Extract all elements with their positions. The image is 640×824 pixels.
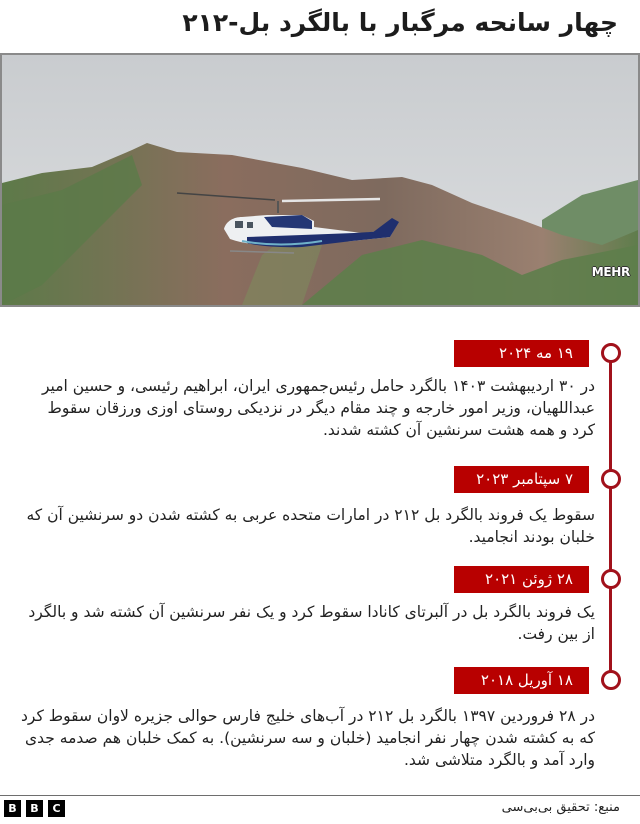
- event-description: سقوط یک فروند بالگرد بل ۲۱۲ در امارات متحده عربی به کشته شدن دو سرنشین آن که خلبان بودند انجامید.: [26, 506, 595, 546]
- page-title: چهار سانحه مرگبار با بالگرد بل-۲۱۲: [182, 8, 618, 37]
- event-date-label: ۱۸ آوریل ۲۰۱۸: [454, 667, 589, 694]
- footer-divider: [0, 795, 640, 796]
- event-date-label: ۷ سپتامبر ۲۰۲۳: [454, 466, 589, 493]
- helicopter-photo-illustration: [2, 55, 638, 305]
- timeline-dot-icon: [601, 469, 621, 489]
- event-date-label: ۲۸ ژوئن ۲۰۲۱: [454, 566, 589, 593]
- timeline-dot-icon: [601, 343, 621, 363]
- photo-credit: MEHR: [591, 265, 630, 279]
- source-credit: منبع: تحقیق بی‌بی‌سی: [501, 800, 620, 815]
- helicopter-photo: [0, 53, 640, 307]
- bbc-logo-block: C: [48, 800, 65, 817]
- timeline-dot-icon: [601, 670, 621, 690]
- bbc-logo-block: B: [4, 800, 21, 817]
- timeline: [0, 330, 640, 780]
- timeline-line: [609, 361, 612, 677]
- event-description: در ۳۰ اردیبهشت ۱۴۰۳ بالگرد حامل رئیس‌جمهوری ایران، ابراهیم رئیسی، و حسین امیر عبداللهیان، وزیر امور خارجه و چند مقام دیگر در نزدیکی روستای اوزی ورزقان سقوط کرد و همه هشت سرنشین آن کشته شدند.: [42, 377, 595, 439]
- bbc-logo-block: B: [26, 800, 43, 817]
- event-description: یک فروند بالگرد بل در آلبرتای کانادا سقوط کرد و یک نفر سرنشین آن کشته شد و بالگرد از بین رفت.: [28, 603, 595, 643]
- event-date-label: ۱۹ مه ۲۰۲۴: [454, 340, 589, 367]
- timeline-dot-icon: [601, 569, 621, 589]
- event-description: در ۲۸ فروردین ۱۳۹۷ بالگرد بل ۲۱۲ در آب‌های خلیج فارس حوالی جزیره لاوان سقوط کرد که به کشته شدن چهار نفر انجامید (خلبان و سه سرنشین). به کمک خلبان هم صدمه جدی وارد آمد و بالگرد متلاشی شد.: [21, 707, 595, 769]
- bbc-logo: [4, 800, 65, 817]
